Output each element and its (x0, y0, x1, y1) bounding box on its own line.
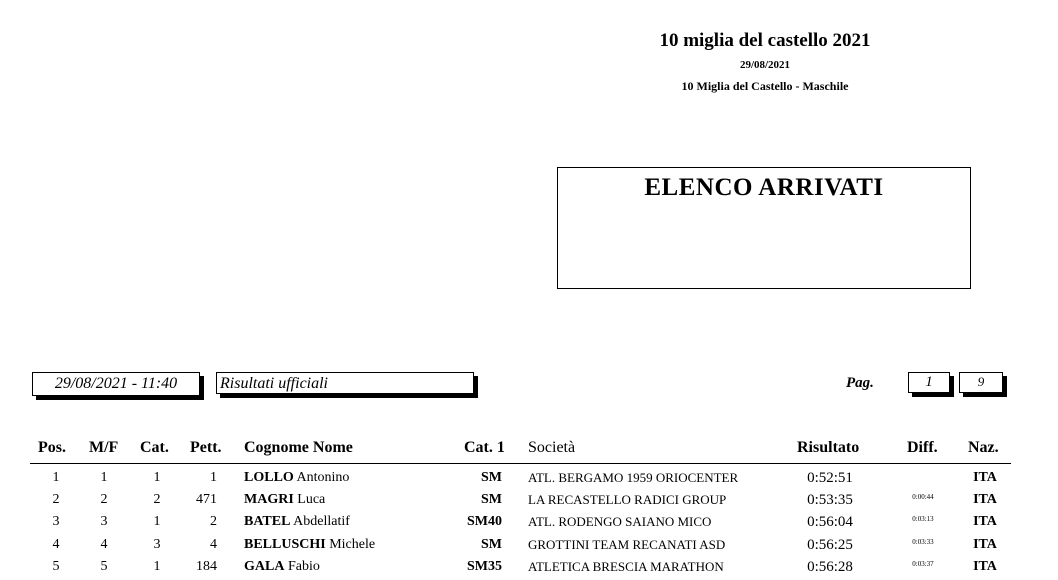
cell-surname: LOLLO (244, 470, 294, 485)
col-pos: Pos. (38, 439, 66, 456)
cell-risultato: 0:56:25 (807, 537, 853, 553)
cell-societa: ATLETICA BRESCIA MARATHON (528, 559, 724, 574)
cell-surname: BATEL (244, 514, 291, 529)
timestamp-box: 29/08/2021 - 11:40 (32, 372, 200, 396)
col-pett: Pett. (190, 439, 222, 456)
cell-cat: 3 (153, 537, 161, 552)
cell-surname: BELLUSCHI (244, 537, 326, 552)
cell-firstname: Abdellatif (293, 514, 350, 529)
cell-name (244, 556, 444, 578)
cell-diff: 0:03:37 (912, 560, 934, 568)
cell-name (244, 511, 444, 533)
cell-cat: 1 (153, 514, 161, 529)
cell-firstname: Luca (297, 492, 326, 507)
cell-naz: ITA (973, 514, 997, 529)
cell-mf: 3 (100, 514, 108, 529)
table-row (0, 511, 1058, 533)
cell-cat1: SM35 (467, 559, 502, 574)
col-cat1: Cat. 1 (464, 439, 505, 456)
cell-risultato: 0:52:51 (807, 470, 853, 486)
page-label: Pag. (846, 375, 874, 391)
col-diff: Diff. (907, 439, 938, 456)
cell-pett: 1 (210, 470, 217, 485)
main-title: ELENCO ARRIVATI (644, 174, 884, 201)
status-box: Risultati ufficiali (216, 372, 474, 394)
cell-surname: MAGRI (244, 492, 294, 507)
col-name: Cognome Nome (244, 439, 353, 456)
cell-societa: ATL. RODENGO SAIANO MICO (528, 514, 712, 529)
event-date: 29/08/2021 (739, 59, 791, 71)
main-title-box (557, 167, 971, 289)
col-risultato: Risultato (797, 439, 860, 456)
cell-mf: 5 (100, 559, 108, 574)
header-divider (30, 463, 1011, 464)
cell-pos: 5 (52, 559, 60, 574)
race-name: 10 Miglia del Castello - Maschile (681, 79, 849, 93)
cell-mf: 2 (100, 492, 108, 507)
cell-pett: 184 (196, 559, 217, 574)
col-cat: Cat. (140, 439, 169, 456)
col-naz: Naz. (968, 439, 999, 456)
cell-pett: 4 (210, 537, 217, 552)
cell-pos: 3 (52, 514, 60, 529)
cell-pett: 2 (210, 514, 217, 529)
cell-naz: ITA (973, 537, 997, 552)
table-row (0, 534, 1058, 556)
cell-name (244, 534, 444, 556)
cell-risultato: 0:56:04 (807, 514, 853, 530)
cell-pett: 471 (196, 492, 217, 507)
col-mf: M/F (89, 439, 119, 456)
cell-naz: ITA (973, 470, 997, 485)
cell-firstname: Antonino (296, 470, 350, 485)
cell-firstname: Fabio (287, 559, 320, 574)
cell-cat1: SM (481, 492, 502, 507)
cell-firstname: Michele (329, 537, 376, 552)
cell-risultato: 0:53:35 (807, 492, 853, 508)
cell-cat1: SM (481, 537, 502, 552)
cell-cat: 1 (153, 559, 161, 574)
table-row (0, 489, 1058, 511)
cell-risultato: 0:56:28 (807, 559, 853, 575)
cell-mf: 1 (100, 470, 108, 485)
cell-naz: ITA (973, 492, 997, 507)
cell-name (244, 489, 444, 511)
cell-societa: LA RECASTELLO RADICI GROUP (528, 492, 727, 507)
cell-diff: 0:03:33 (912, 538, 934, 546)
cell-diff: 0:03:13 (912, 515, 934, 523)
cell-cat: 2 (153, 492, 161, 507)
cell-cat: 1 (153, 470, 161, 485)
table-row (0, 556, 1058, 578)
cell-societa: ATL. BERGAMO 1959 ORIOCENTER (528, 470, 739, 485)
cell-mf: 4 (100, 537, 108, 552)
cell-surname: GALA (244, 559, 285, 574)
cell-pos: 2 (52, 492, 60, 507)
cell-pos: 4 (52, 537, 60, 552)
cell-name (244, 467, 444, 489)
page-number: 1 (908, 372, 950, 393)
cell-diff: 0:00:44 (912, 493, 934, 501)
col-societa: Società (528, 439, 576, 456)
total-pages: 9 (959, 372, 1003, 393)
cell-cat1: SM (481, 470, 502, 485)
table-row (0, 467, 1058, 489)
cell-pos: 1 (52, 470, 60, 485)
cell-cat1: SM40 (467, 514, 502, 529)
cell-naz: ITA (973, 559, 997, 574)
event-title: 10 miglia del castello 2021 (659, 30, 871, 51)
cell-societa: GROTTINI TEAM RECANATI ASD (528, 537, 726, 552)
